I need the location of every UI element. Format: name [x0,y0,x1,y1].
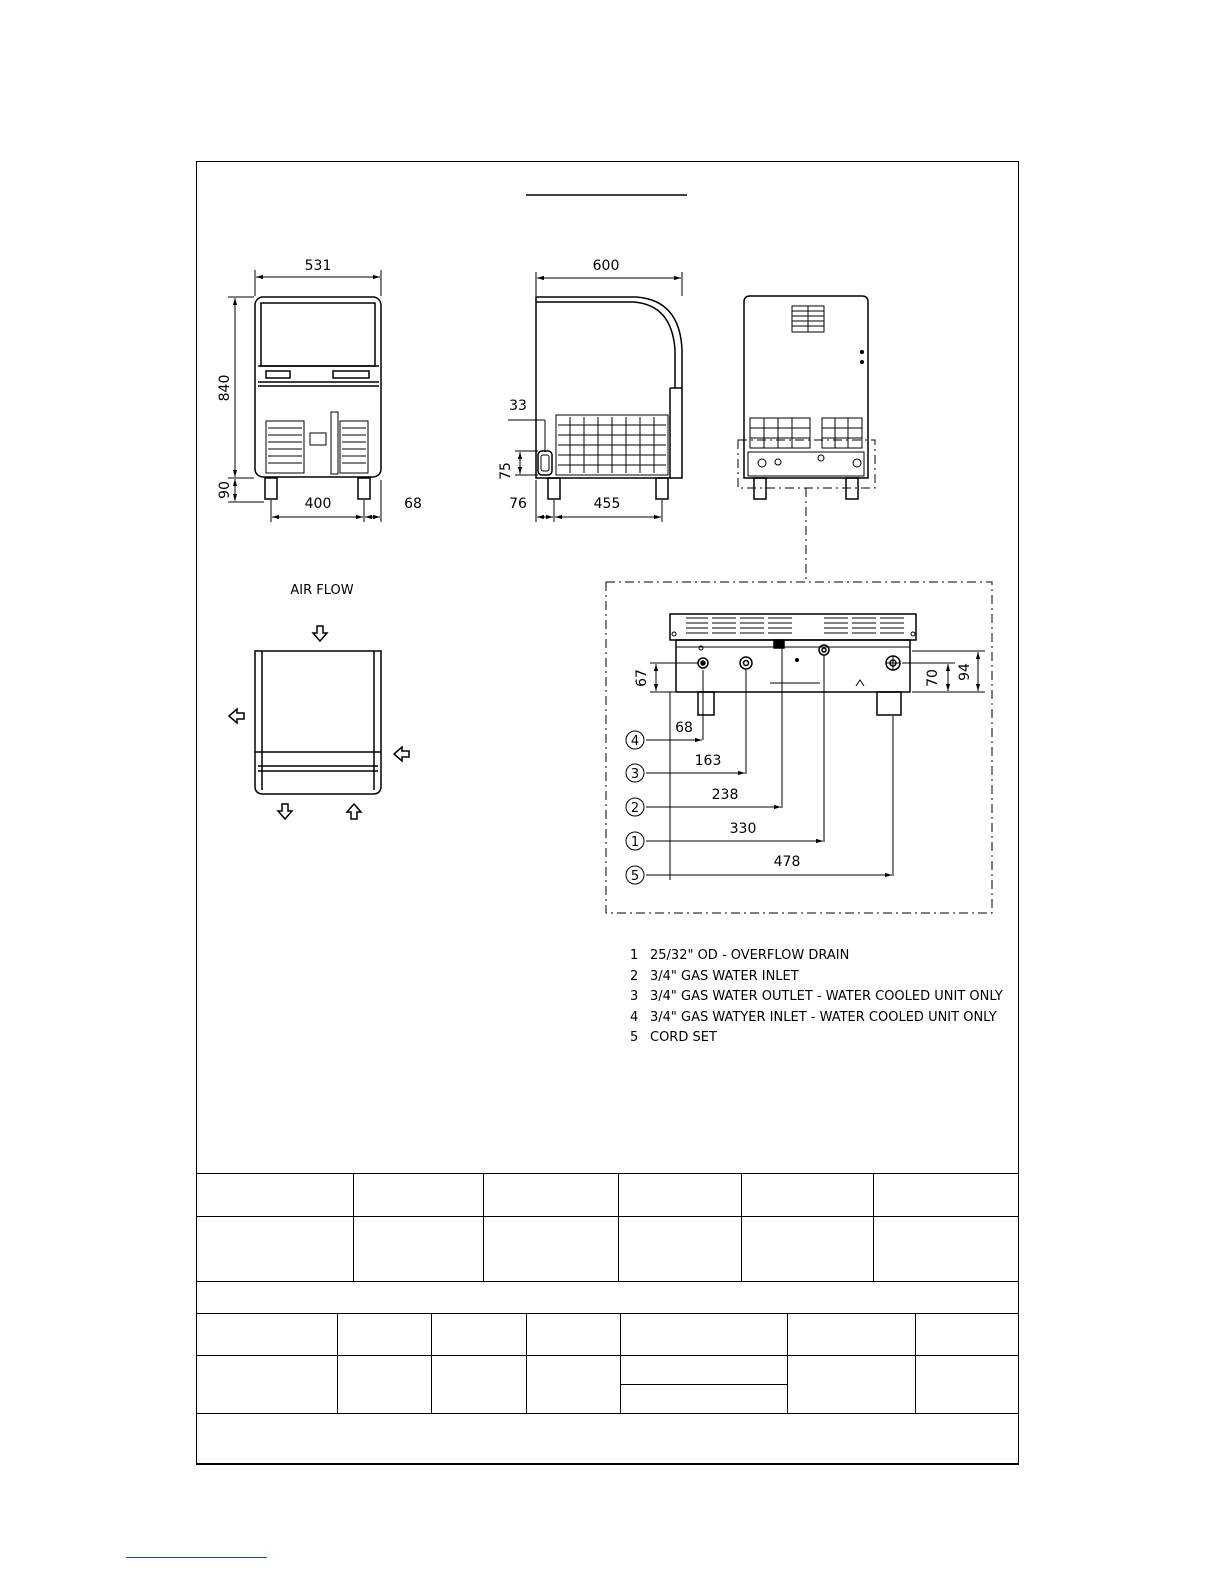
side-depth-label: 600 [592,258,620,274]
table-cell [619,1174,742,1217]
legend-item: 5 CORD SET [630,1030,717,1045]
front-view [255,297,381,499]
table-cell [874,1174,1019,1217]
arrow-down-icon [278,804,292,819]
arrow-left-icon [229,709,244,723]
table-cell [619,1217,742,1282]
table-cell [621,1356,788,1385]
drain-height-label: 33 [509,398,527,414]
footer-link-underline[interactable] [126,1557,267,1558]
legend-item: 4 3/4" GAS WATYER INLET - WATER COOLED UNIT ONLY [630,1009,997,1025]
spec-table-upper [196,1173,1019,1314]
callout-2-number: 2 [630,801,640,816]
table-cell [916,1356,1019,1414]
detail-height-70: 70 [925,669,941,687]
leg-offset-label: 68 [404,496,422,512]
dim-478: 478 [773,854,801,870]
table-cell [916,1314,1019,1356]
table-cell [484,1217,619,1282]
front-width-label: 531 [304,258,332,274]
legend-item: 2 3/4" GAS WATER INLET [630,968,799,984]
table-cell [527,1314,621,1356]
arrow-up-icon [347,804,361,819]
legend-item: 3 3/4" GAS WATER OUTLET - WATER COOLED UNIT ONLY [630,989,1003,1004]
table-cell [197,1314,338,1356]
detail-height-94: 94 [957,663,973,681]
dim-238: 238 [711,787,739,803]
leg-spacing-label: 400 [304,496,332,512]
side-view [536,297,682,499]
leg-height-label: 90 [217,481,233,499]
table-cell [197,1174,354,1217]
table-cell [354,1217,484,1282]
rear-view [744,296,868,499]
table-cell [432,1314,527,1356]
table-cell [432,1356,527,1414]
table-cell [197,1217,354,1282]
table-cell [742,1217,874,1282]
dim-68: 68 [675,720,693,736]
spec-table-lower [196,1313,1019,1465]
table-cell [338,1314,432,1356]
table-cell [621,1314,788,1356]
connection-legend [630,946,1003,1049]
airflow-view [255,651,381,794]
table-cell [338,1356,432,1414]
airflow-label: AIR FLOW [290,583,354,598]
table-cell [484,1174,619,1217]
callout-3-number: 3 [630,767,640,782]
arrow-down-icon [313,626,327,641]
table-cell [197,1356,338,1414]
side-leg-spacing-label: 455 [593,496,621,512]
front-height-label: 840 [217,374,233,402]
detail-height-67: 67 [634,669,650,687]
dim-163: 163 [694,753,722,769]
leg-front-offset-label: 76 [509,496,527,512]
table-cell [197,1282,1019,1314]
table-cell [527,1356,621,1414]
legend-item: 1 25/32" OD - OVERFLOW DRAIN [630,948,850,963]
table-cell [197,1414,1019,1465]
detail-view [670,614,916,715]
callout-1-number: 1 [630,835,640,850]
callout-4-number: 4 [630,734,640,749]
table-cell [354,1174,484,1217]
table-cell [621,1385,788,1414]
table-cell [874,1217,1019,1282]
drain-size-label: 75 [498,462,514,480]
table-cell [788,1356,916,1414]
callout-5-number: 5 [630,869,640,884]
table-cell [742,1174,874,1217]
arrow-left-icon [394,747,409,761]
table-cell [788,1314,916,1356]
dim-330: 330 [729,821,757,837]
